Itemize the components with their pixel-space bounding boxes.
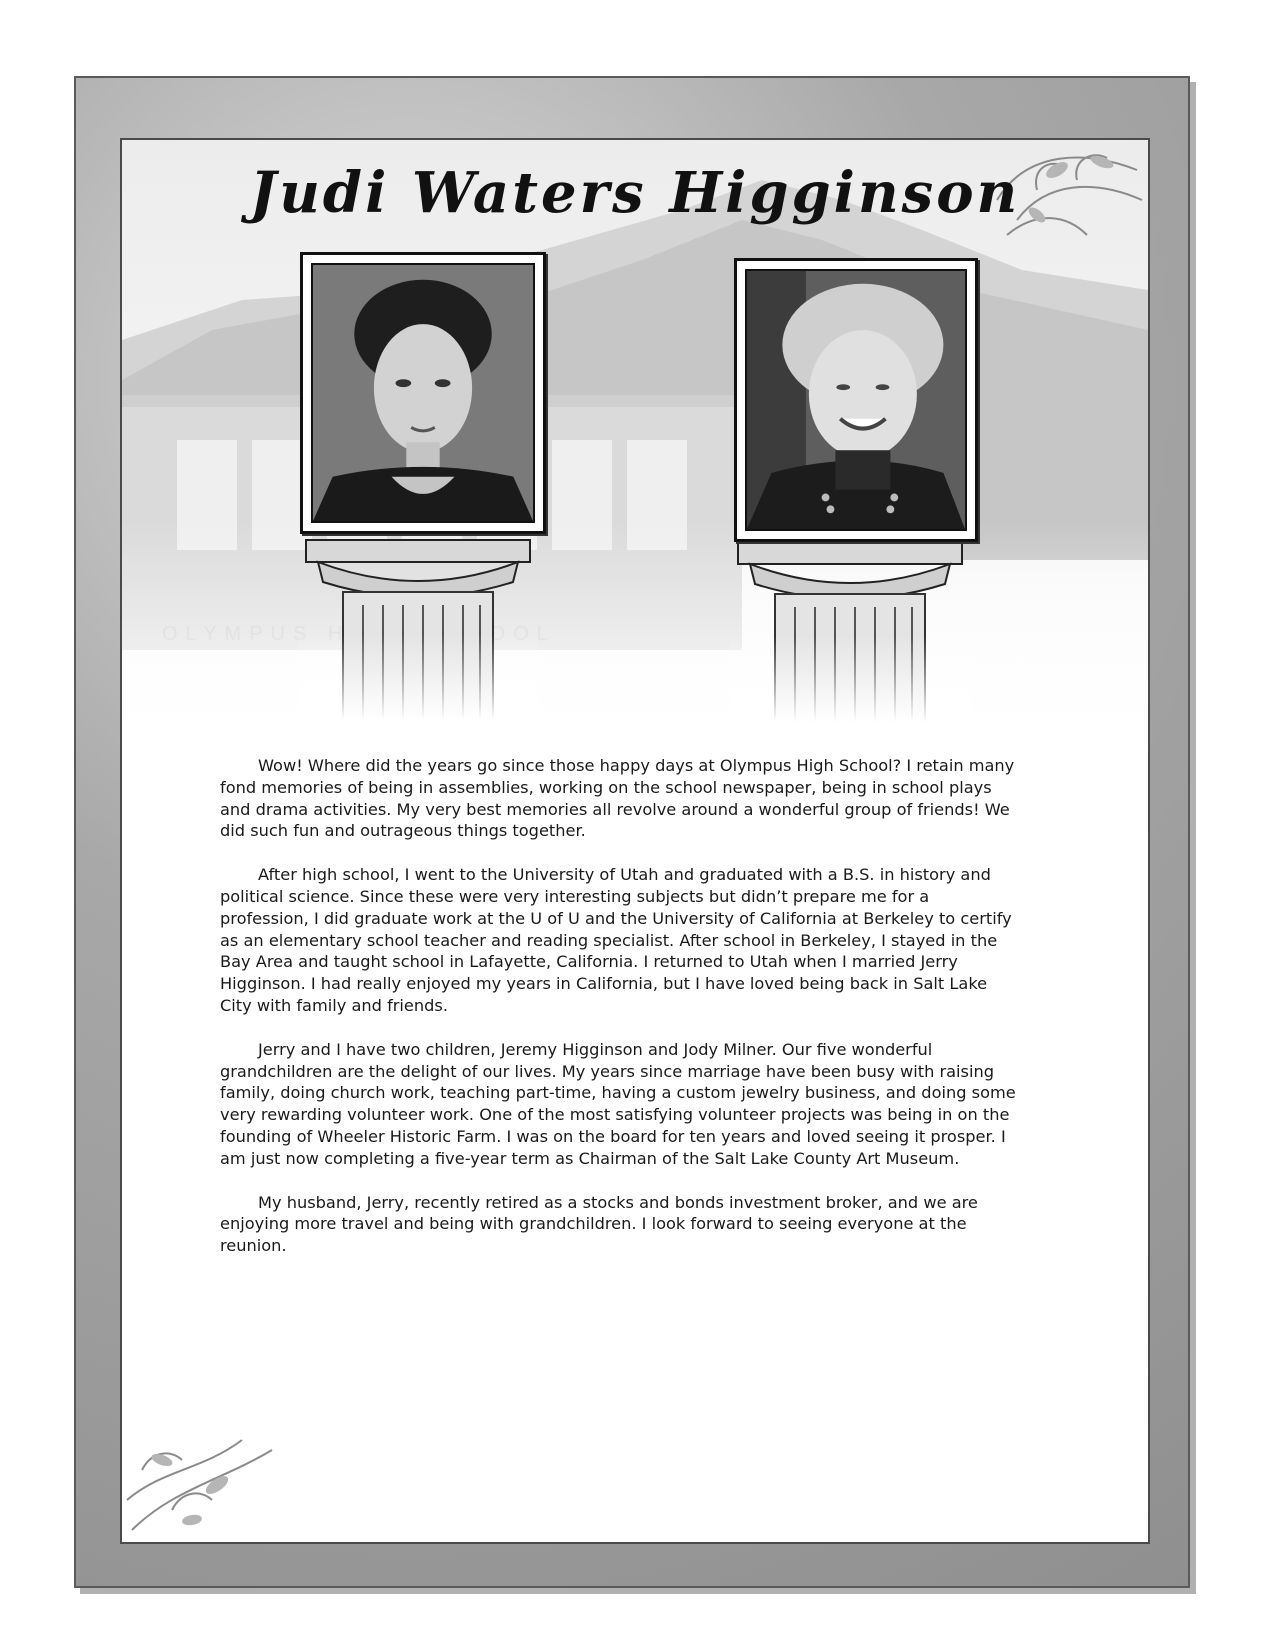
paragraph-2: After high school, I went to the University of Utah and graduated with a B.S. in history and political science. Since these were very interesting subjects but didn’t prepare me for a profession, I did graduate work at the U of U and the University of California at Berkeley to certify as an elementary school teacher and reading specialist. After school in Berkeley, I stayed in the Bay Area and taught school in Lafayette, California. I returned to Utah when I married Jerry Higginson. I had really enjoyed my years in California, but I have loved being back in Salt Lake City with family and friends. — [220, 865, 1012, 1015]
paragraph-4: My husband, Jerry, recently retired as a stocks and bonds investment broker, and we are enjoying more travel and being with grandchildren. I look forward to seeing everyone at the reunion. — [220, 1192, 978, 1256]
current-photo — [745, 269, 967, 531]
yearbook-photo-frame — [300, 252, 546, 534]
page-title: Judi Waters Higginson — [249, 160, 1021, 226]
corner-flourish-bottom-left — [122, 1430, 292, 1540]
biography-text — [220, 755, 1020, 1279]
inner-page — [120, 138, 1150, 1544]
current-photo-frame — [734, 258, 978, 542]
paragraph-1: Wow! Where did the years go since those happy days at Olympus High School? I retain many fond memories of being in assemblies, working on the school newspaper, being in school plays and drama activities. My very best memories all revolve around a wonderful group of friends! We did such fun and outrageous things together. — [220, 756, 1015, 841]
paragraph-3: Jerry and I have two children, Jeremy Higginson and Jody Milner. Our five wonderful grandchildren are the delight of our lives. My years since marriage have been busy with raising family, doing church work, teaching part-time, having a custom jewelry business, and doing some very rewarding volunteer work. One of the most satisfying volunteer projects was being in on the founding of Wheeler Historic Farm. I was on the board for ten years and loved seeing it prosper. I am just now completing a five-year term as Chairman of the Salt Lake County Art Museum. — [220, 1039, 1016, 1168]
yearbook-photo — [311, 263, 535, 523]
left-pedestal-column — [298, 530, 538, 720]
right-pedestal-column — [730, 532, 970, 722]
